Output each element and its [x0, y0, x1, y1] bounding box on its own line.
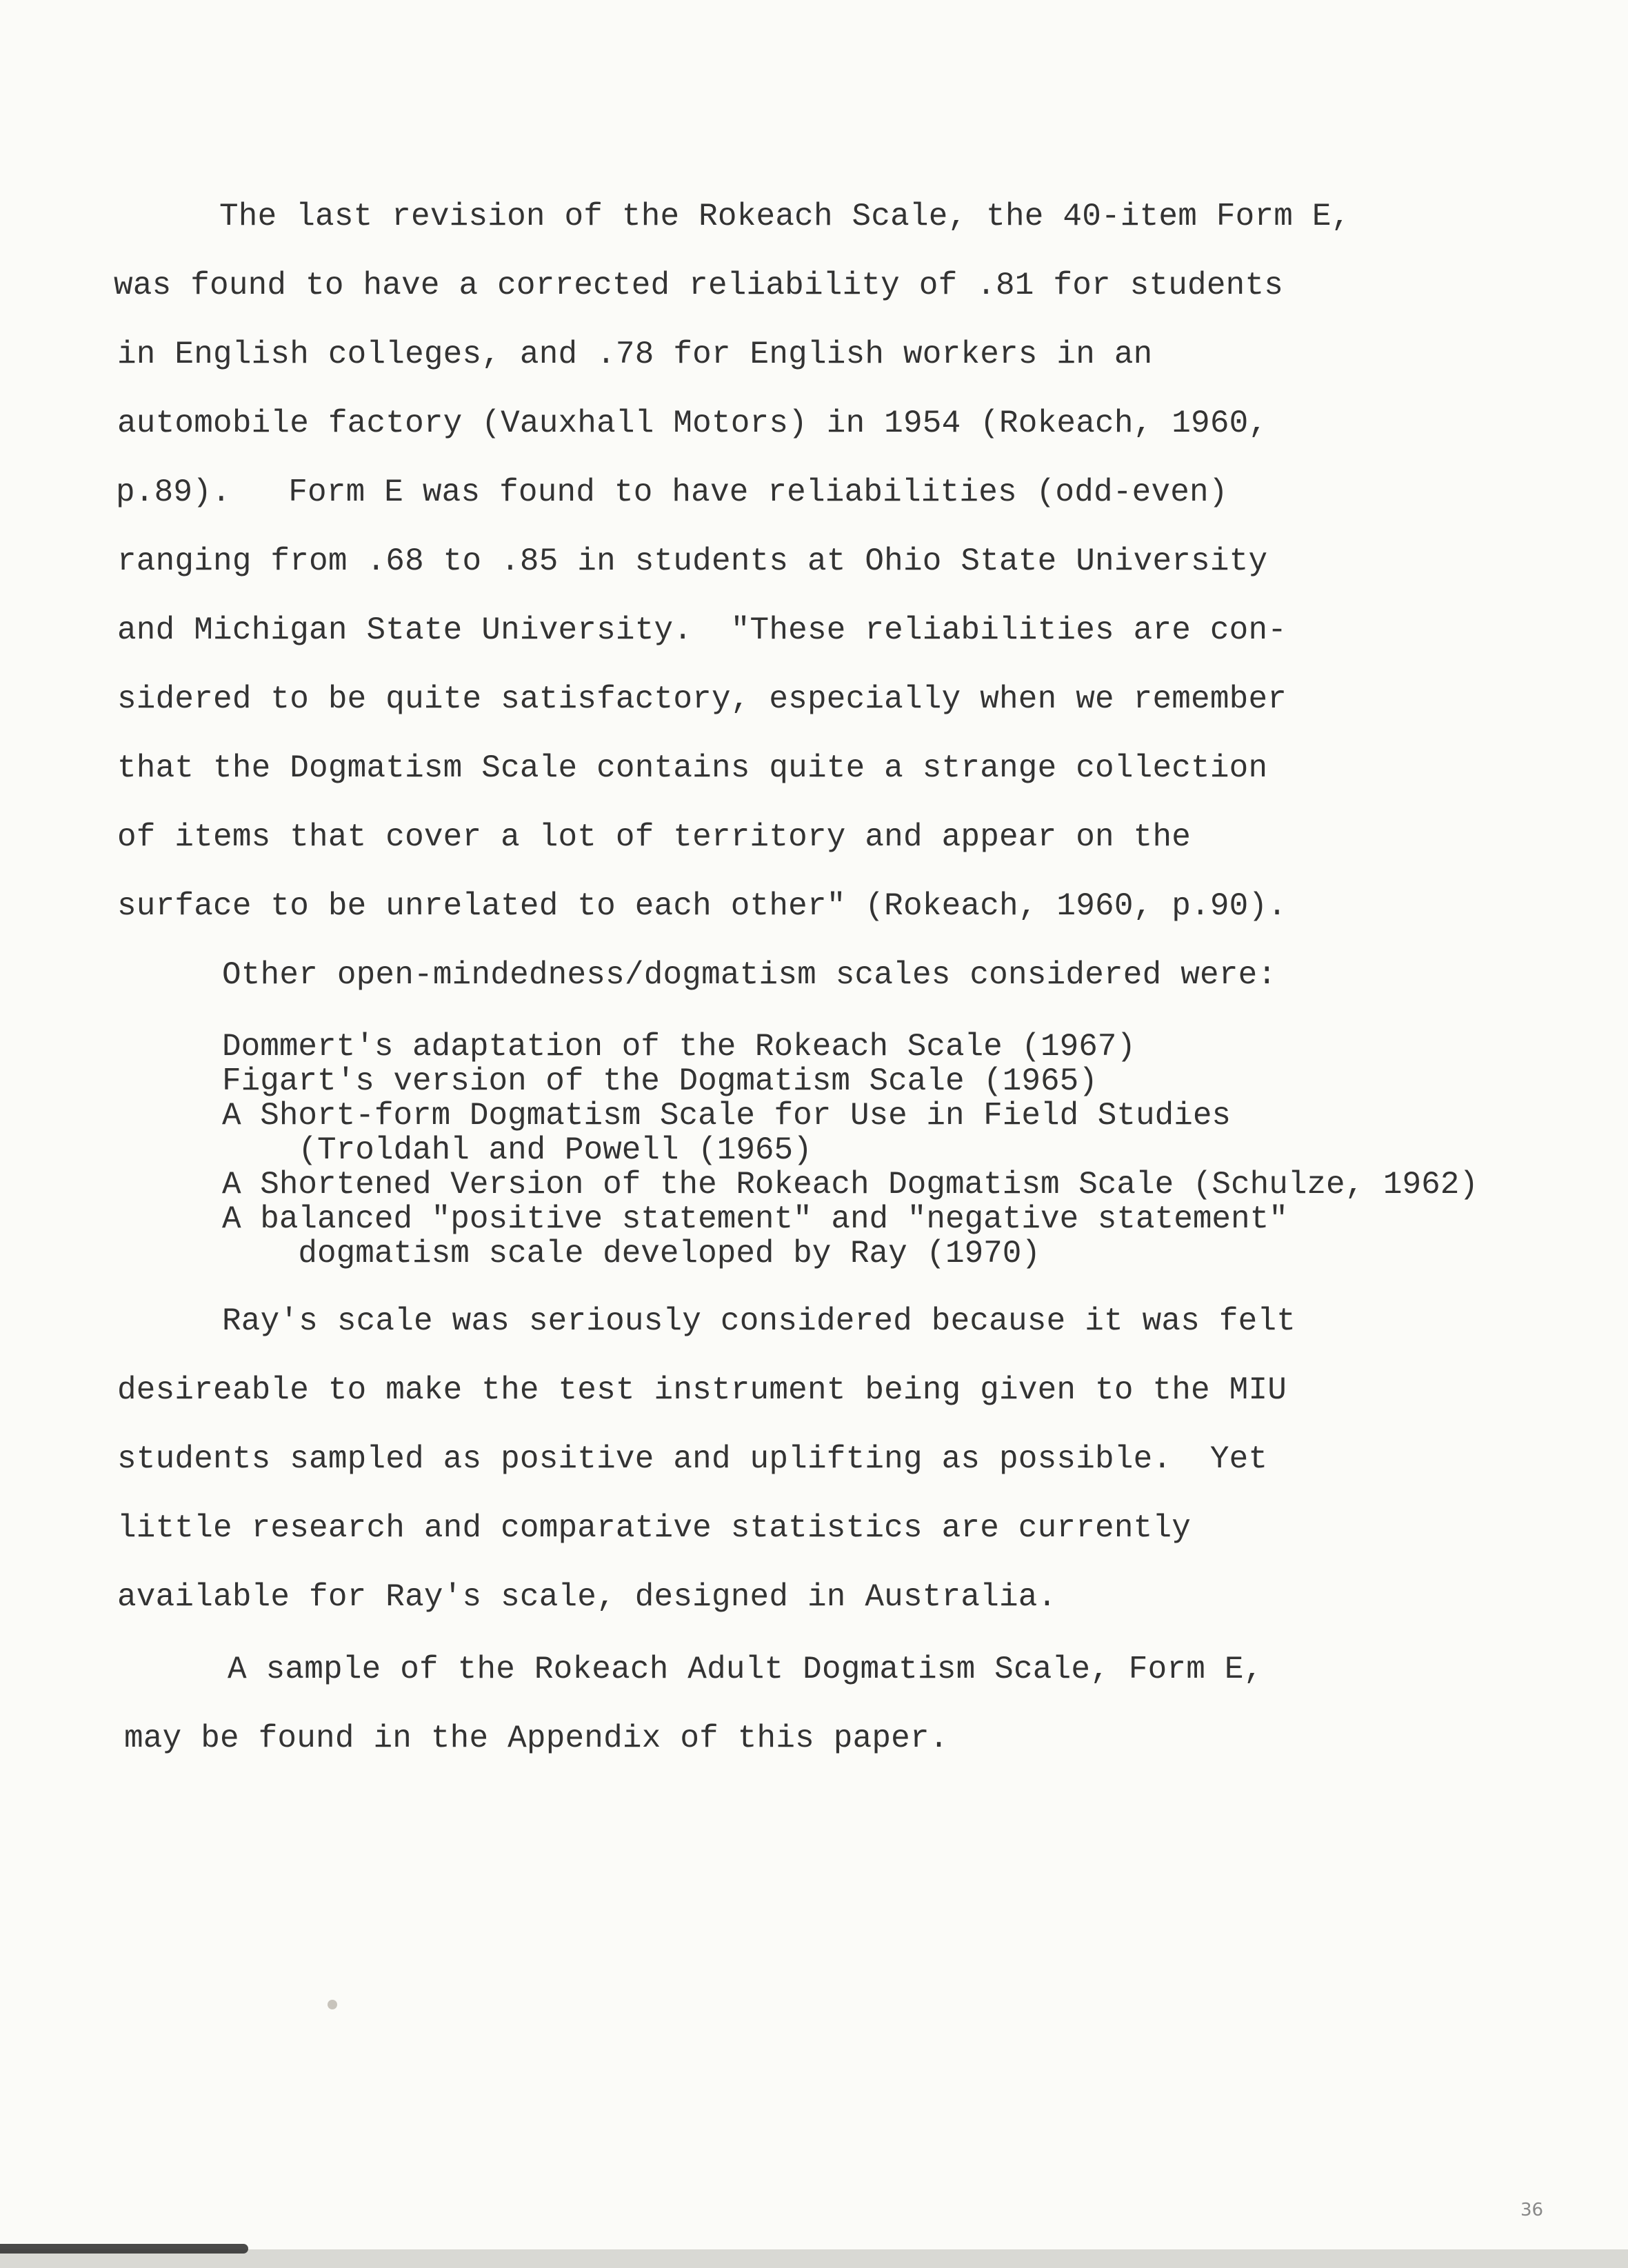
paragraph-1-line-3: in English colleges, and .78 for English workers in an	[117, 337, 1153, 372]
paragraph-1-line-7: and Michigan State University. "These reliabilities are con-	[117, 612, 1287, 648]
paragraph-1-line-4: automobile factory (Vauxhall Motors) in 1954 (Rokeach, 1960,	[117, 405, 1268, 441]
paragraph-3-line-1: Ray's scale was seriously considered because it was felt	[222, 1303, 1296, 1339]
scales-list-item-2: Figart's version of the Dogmatism Scale (1965)	[222, 1063, 1098, 1099]
paragraph-3-line-5: available for Ray's scale, designed in Australia.	[117, 1579, 1057, 1615]
paragraph-1-line-8: sidered to be quite satisfactory, especially when we remember	[117, 681, 1287, 717]
paragraph-1-line-11: surface to be unrelated to each other" (Rokeach, 1960, p.90).	[117, 888, 1287, 924]
scales-intro: Other open-mindedness/dogmatism scales considered were:	[222, 957, 1277, 993]
paragraph-4-line-1: A sample of the Rokeach Adult Dogmatism Scale, Form E,	[228, 1652, 1263, 1687]
paper-speck	[328, 2000, 337, 2009]
scales-list-item-1: Dommert's adaptation of the Rokeach Scale (1967)	[222, 1029, 1136, 1065]
scan-edge-shadow	[0, 2244, 248, 2254]
page-number: 36	[1520, 2200, 1544, 2220]
scales-list-item-4: A Shortened Version of the Rokeach Dogmatism Scale (Schulze, 1962)	[222, 1167, 1478, 1203]
paragraph-3-line-4: little research and comparative statistics are currently	[117, 1510, 1192, 1546]
paragraph-4-line-2: may be found in the Appendix of this paper.	[124, 1720, 949, 1756]
paragraph-1-line-2: was found to have a corrected reliability of .81 for students	[114, 268, 1284, 303]
paragraph-1-line-10: of items that cover a lot of territory and appear on the	[117, 819, 1192, 855]
paragraph-1-line-1: The last revision of the Rokeach Scale, the 40-item Form E,	[219, 199, 1351, 234]
scales-list-item-3-cont: (Troldahl and Powell (1965)	[222, 1132, 812, 1168]
scales-list-item-5-cont: dogmatism scale developed by Ray (1970)	[222, 1236, 1041, 1272]
scales-list-item-3: A Short-form Dogmatism Scale for Use in Field Studies	[222, 1098, 1232, 1134]
scales-list-item-5: A balanced "positive statement" and "negative statement"	[222, 1201, 1288, 1237]
paragraph-3-line-2: desireable to make the test instrument being given to the MIU	[117, 1372, 1287, 1408]
paragraph-1-line-6: ranging from .68 to .85 in students at Ohio State University	[117, 543, 1268, 579]
paragraph-1-line-5: p.89). Form E was found to have reliabilities (odd-even)	[116, 474, 1228, 510]
paragraph-3-line-3: students sampled as positive and uplifting as possible. Yet	[117, 1441, 1268, 1477]
paragraph-1-line-9: that the Dogmatism Scale contains quite a strange collection	[117, 750, 1268, 786]
